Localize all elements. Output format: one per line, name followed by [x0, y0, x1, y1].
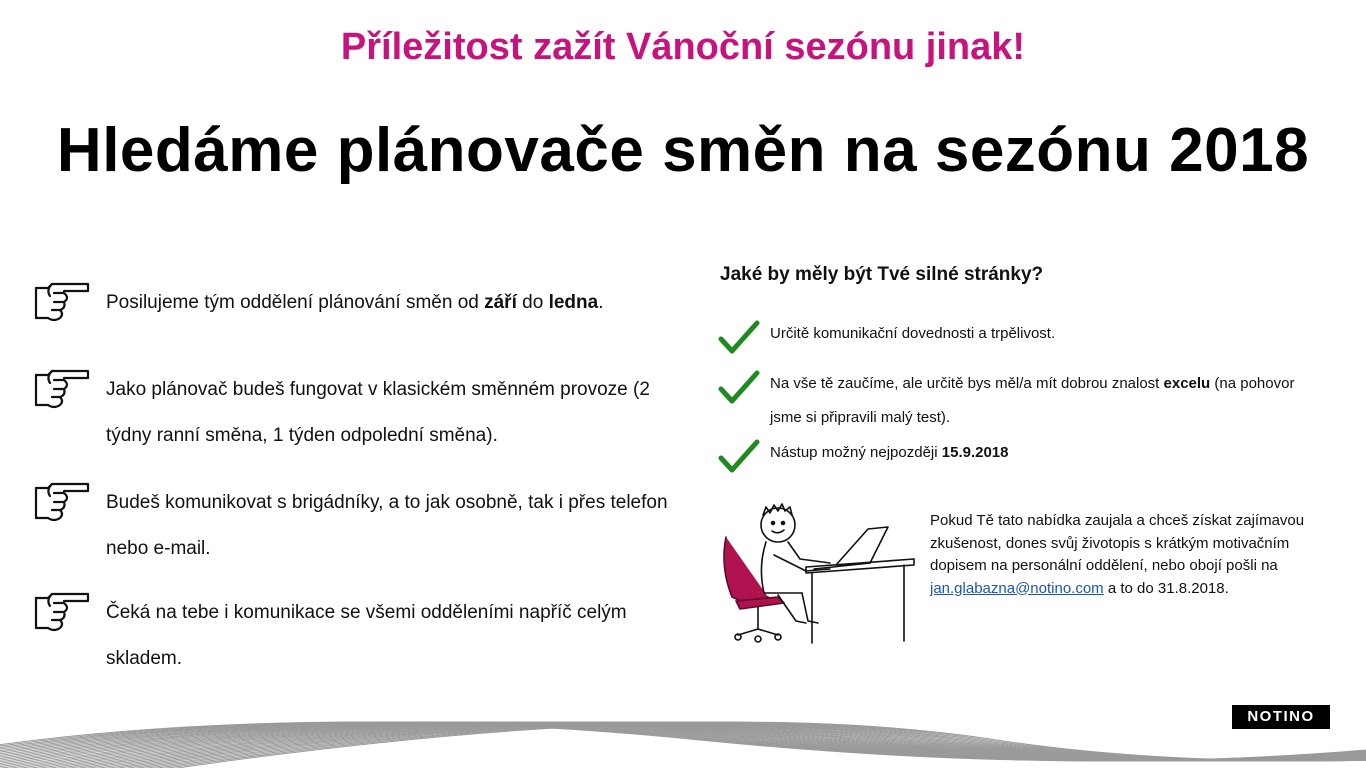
- check-mark-icon: [718, 369, 760, 405]
- list-item-text: Budeš komunikovat s brigádníky, a to jak osobně, tak i přes telefon nebo e-mail.: [106, 492, 668, 559]
- pointing-hand-icon: [30, 480, 92, 524]
- subtitle: Příležitost zažít Vánoční sezónu jinak!: [340, 26, 1026, 68]
- list-item-text: Na vše tě zaučíme, ale určitě bys měl/a mít dobrou znalost excelu (na pohovor jsme si připravili malý test).: [770, 375, 1295, 426]
- page-title: Hledáme plánovače směn na sezónu 2018: [56, 116, 1310, 185]
- pointing-hand-icon: [30, 367, 92, 411]
- check-mark-icon: [718, 438, 760, 474]
- contact-info: Pokud Tě tato nabídka zaujala a chceš získat zajímavou zkušenost, dones svůj životopis s krátkým motivačním dopisem na personální oddělení, nebo obojí pošli na jan.glabazna@notino.com a to do 31.8.2018.: [930, 512, 1305, 597]
- person-at-laptop-illustration: [718, 497, 918, 647]
- pointing-hand-icon: [30, 590, 92, 634]
- list-item-text: Posilujeme tým oddělení plánování směn od září do ledna.: [106, 292, 604, 313]
- list-item-text: Určitě komunikační dovednosti a trpělivost.: [770, 325, 1056, 342]
- list-item-text: Čeká na tebe i komunikace se všemi odděleními napříč celým skladem.: [106, 602, 627, 669]
- notino-logo: NOTINO: [1232, 705, 1330, 729]
- strengths-heading: Jaké by měly být Tvé silné stránky?: [720, 264, 1044, 285]
- email-link[interactable]: jan.glabazna@notino.com: [930, 579, 1104, 597]
- pointing-hand-icon: [30, 280, 92, 324]
- check-mark-icon: [718, 319, 760, 355]
- wave-lines-decoration: [0, 700, 1366, 768]
- list-item-text: Jako plánovač budeš fungovat v klasickém směnném provoze (2 týdny ranní směna, 1 týden odpolední směna).: [106, 379, 650, 446]
- list-item-text: Nástup možný nejpozději 15.9.2018: [770, 444, 1009, 461]
